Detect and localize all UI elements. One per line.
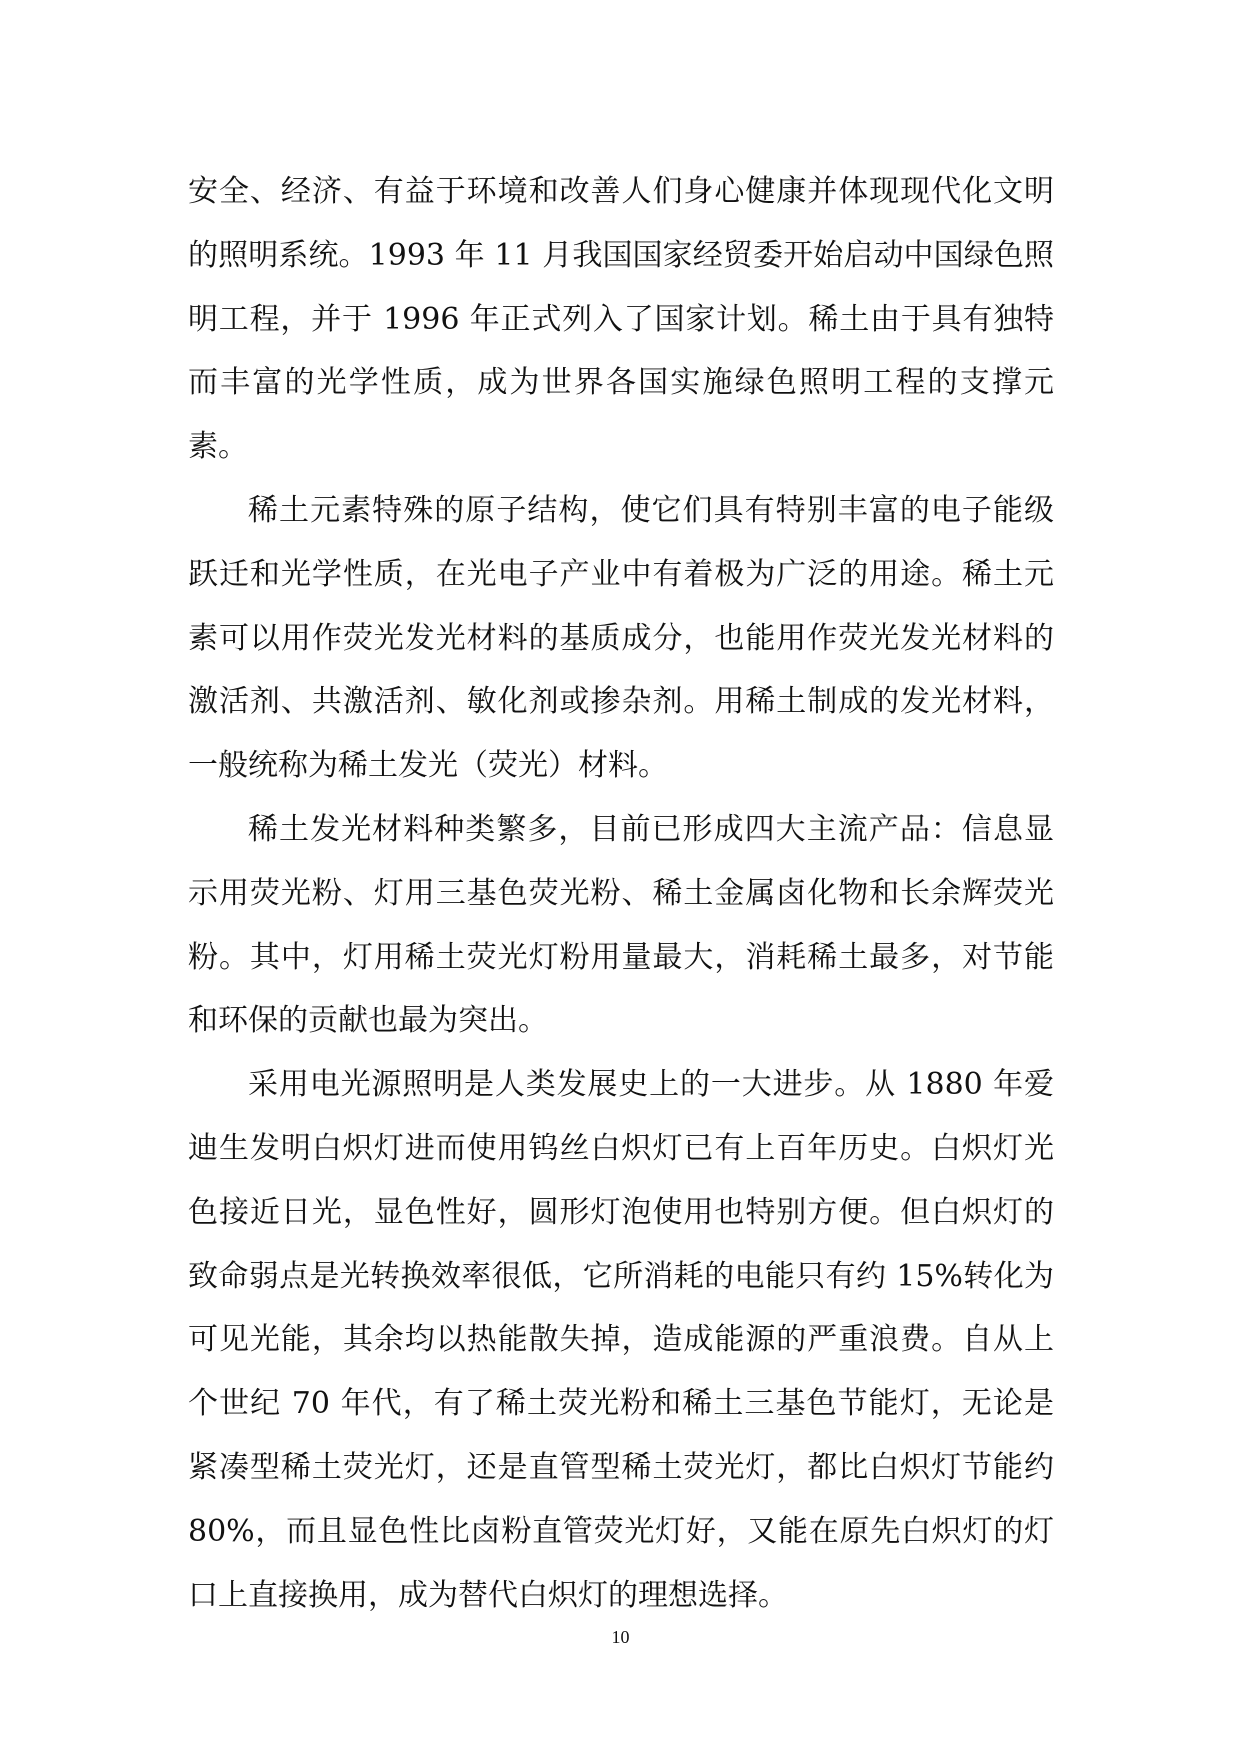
paragraph-green-lighting: 安全、经济、有益于环境和改善人们身心健康并体现现代化文明的照明系统。1993 年 11 月我国国家经贸委开始启动中国绿色照明工程，并于 1996 年正式列入了国家计划。稀土由于具有独特而丰富的光学性质，成为世界各国实施绿色照明工程的支撑元素。: [188, 174, 1054, 465]
page-number: 10: [611, 1627, 630, 1647]
paragraph-luminescent-products: 稀土发光材料种类繁多，目前已形成四大主流产品：信息显示用荧光粉、灯用三基色荧光粉、稀土金属卤化物和长余辉荧光粉。其中，灯用稀土荧光灯粉用量最大，消耗稀土最多，对节能和环保的贡献也最为突出。: [188, 811, 1054, 1039]
paragraph-rare-earth-structure: 稀土元素特殊的原子结构，使它们具有特别丰富的电子能级跃迁和光学性质，在光电子产业中有着极为广泛的用途。稀土元素可以用作荧光发光材料的基质成分，也能用作荧光发光材料的激活剂、共激活剂、敏化剂或掺杂剂。用稀土制成的发光材料，一般统称为稀土发光（荧光）材料。: [188, 492, 1054, 784]
paragraph-electric-lighting: 采用电光源照明是人类发展史上的一大进步。从 1880 年爱迪生发明白炽灯进而使用钨丝白炽灯已有上百年历史。白炽灯光色接近日光，显色性好，圆形灯泡使用也特别方便。但白炽灯的致命弱点是光转换效率很低，它所消耗的电能只有约 15%转化为可见光能，其余均以热能散失掉，造成能源的严重浪费。自从上个世纪 70 年代，有了稀土荧光粉和稀土三基色节能灯，无论是紧凑型稀土荧光灯，还是直管型稀土荧光灯，都比白炽灯节能约 80%，而且显色性比卤粉直管荧光灯好，又能在原先白炽灯的灯口上直接换用，成为替代白炽灯的理想选择。: [188, 1067, 1054, 1613]
body-text: [188, 160, 1054, 1627]
